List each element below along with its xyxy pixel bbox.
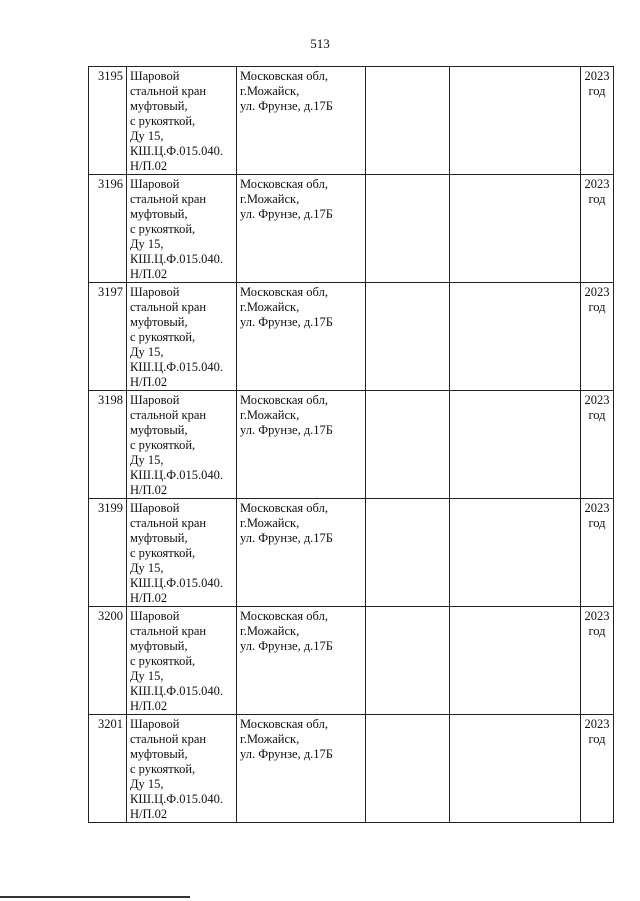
address-line: Московская обл, (240, 501, 328, 515)
table-row (89, 67, 614, 175)
item-name-cell (127, 283, 237, 391)
item-name-line: Ду 15, (130, 237, 164, 251)
row-number-cell (89, 715, 127, 823)
item-name-line: Шаровой (130, 393, 180, 407)
year-cell (581, 499, 614, 607)
year-line: 2023 (584, 177, 610, 191)
item-name-line: Н/П.02 (130, 267, 168, 281)
empty-cell (366, 499, 450, 607)
year-line: год (588, 624, 606, 638)
row-number-cell (89, 607, 127, 715)
address-line: г.Можайск, (240, 192, 300, 206)
address-line: г.Можайск, (240, 84, 300, 98)
empty-cell (366, 283, 450, 391)
address-line: г.Можайск, (240, 408, 300, 422)
address-line: Московская обл, (240, 285, 328, 299)
address-cell (237, 391, 366, 499)
address-line: ул. Фрунзе, д.17Б (240, 99, 333, 113)
address-cell (237, 607, 366, 715)
address-line: г.Можайск, (240, 624, 300, 638)
address-cell (237, 175, 366, 283)
year-line: год (588, 516, 606, 530)
item-name-line: Н/П.02 (130, 807, 168, 821)
address-cell (237, 67, 366, 175)
item-name-line: Шаровой (130, 285, 180, 299)
item-name-line: Н/П.02 (130, 375, 168, 389)
item-name-line: стальной кран (130, 408, 207, 422)
empty-cell (450, 175, 581, 283)
item-name-line: Ду 15, (130, 561, 164, 575)
item-name-line: с рукояткой, (130, 762, 196, 776)
address-cell (237, 283, 366, 391)
item-name-cell (127, 499, 237, 607)
item-name-line: КШ.Ц.Ф.015.040. (130, 792, 223, 806)
year-cell (581, 67, 614, 175)
item-name-line: муфтовый, (130, 639, 188, 653)
empty-cell (366, 715, 450, 823)
empty-cell (450, 607, 581, 715)
item-name-line: КШ.Ц.Ф.015.040. (130, 684, 223, 698)
address-cell (237, 715, 366, 823)
table-row (89, 175, 614, 283)
row-number: 3195 (98, 69, 123, 83)
item-name-line: муфтовый, (130, 99, 188, 113)
empty-cell (450, 283, 581, 391)
empty-cell (366, 175, 450, 283)
item-name-line: Ду 15, (130, 129, 164, 143)
year-line: год (588, 192, 606, 206)
item-name-line: Шаровой (130, 717, 180, 731)
year-cell (581, 715, 614, 823)
empty-cell (450, 499, 581, 607)
year-line: год (588, 300, 606, 314)
empty-cell (450, 715, 581, 823)
row-number-cell (89, 175, 127, 283)
address-line: ул. Фрунзе, д.17Б (240, 207, 333, 221)
address-line: Московская обл, (240, 69, 328, 83)
table-row (89, 283, 614, 391)
year-line: 2023 (584, 69, 610, 83)
item-name-line: Шаровой (130, 609, 180, 623)
item-name-line: стальной кран (130, 300, 207, 314)
item-name-line: Ду 15, (130, 453, 164, 467)
row-number: 3201 (98, 717, 123, 731)
address-line: Московская обл, (240, 177, 328, 191)
item-name-line: Шаровой (130, 501, 180, 515)
item-name-line: стальной кран (130, 192, 207, 206)
item-name-cell (127, 391, 237, 499)
address-line: г.Можайск, (240, 300, 300, 314)
year-cell (581, 283, 614, 391)
empty-cell (366, 391, 450, 499)
empty-cell (450, 391, 581, 499)
year-cell (581, 607, 614, 715)
item-name-line: Н/П.02 (130, 159, 168, 173)
year-cell (581, 391, 614, 499)
item-name-line: Шаровой (130, 177, 180, 191)
year-line: год (588, 408, 606, 422)
item-name-line: муфтовый, (130, 207, 188, 221)
year-cell (581, 175, 614, 283)
address-line: ул. Фрунзе, д.17Б (240, 747, 333, 761)
item-name-line: с рукояткой, (130, 222, 196, 236)
year-line: 2023 (584, 501, 610, 515)
address-cell (237, 499, 366, 607)
year-line: 2023 (584, 609, 610, 623)
item-name-line: с рукояткой, (130, 546, 196, 560)
table-row (89, 607, 614, 715)
table-row (89, 715, 614, 823)
address-line: ул. Фрунзе, д.17Б (240, 315, 333, 329)
year-line: 2023 (584, 717, 610, 731)
table-row (89, 391, 614, 499)
item-name-line: Н/П.02 (130, 591, 168, 605)
item-name-line: с рукояткой, (130, 654, 196, 668)
row-number: 3196 (98, 177, 123, 191)
year-line: 2023 (584, 285, 610, 299)
row-number: 3198 (98, 393, 123, 407)
registry-table-body (89, 67, 614, 823)
row-number-cell (89, 283, 127, 391)
item-name-line: КШ.Ц.Ф.015.040. (130, 144, 223, 158)
row-number-cell (89, 391, 127, 499)
row-number-cell (89, 499, 127, 607)
empty-cell (366, 607, 450, 715)
address-line: Московская обл, (240, 393, 328, 407)
item-name-cell (127, 175, 237, 283)
row-number-cell (89, 67, 127, 175)
item-name-cell (127, 607, 237, 715)
item-name-line: КШ.Ц.Ф.015.040. (130, 468, 223, 482)
registry-table (88, 66, 614, 823)
item-name-line: Н/П.02 (130, 699, 168, 713)
item-name-line: стальной кран (130, 516, 207, 530)
item-name-line: с рукояткой, (130, 330, 196, 344)
item-name-line: муфтовый, (130, 531, 188, 545)
year-line: год (588, 732, 606, 746)
page-edge-line (0, 896, 190, 898)
item-name-line: Ду 15, (130, 669, 164, 683)
year-line: год (588, 84, 606, 98)
address-line: Московская обл, (240, 609, 328, 623)
item-name-line: муфтовый, (130, 315, 188, 329)
address-line: г.Можайск, (240, 732, 300, 746)
empty-cell (366, 67, 450, 175)
item-name-line: с рукояткой, (130, 438, 196, 452)
item-name-line: с рукояткой, (130, 114, 196, 128)
year-line: 2023 (584, 393, 610, 407)
item-name-line: Ду 15, (130, 345, 164, 359)
row-number: 3200 (98, 609, 123, 623)
address-line: ул. Фрунзе, д.17Б (240, 639, 333, 653)
address-line: Московская обл, (240, 717, 328, 731)
item-name-line: КШ.Ц.Ф.015.040. (130, 576, 223, 590)
item-name-line: КШ.Ц.Ф.015.040. (130, 252, 223, 266)
item-name-line: стальной кран (130, 732, 207, 746)
item-name-cell (127, 67, 237, 175)
page-number: 513 (310, 36, 330, 51)
item-name-line: Ду 15, (130, 777, 164, 791)
address-line: ул. Фрунзе, д.17Б (240, 531, 333, 545)
item-name-line: Н/П.02 (130, 483, 168, 497)
row-number: 3197 (98, 285, 123, 299)
table-row (89, 499, 614, 607)
empty-cell (450, 67, 581, 175)
item-name-line: муфтовый, (130, 747, 188, 761)
item-name-line: КШ.Ц.Ф.015.040. (130, 360, 223, 374)
item-name-line: стальной кран (130, 84, 207, 98)
item-name-cell (127, 715, 237, 823)
address-line: г.Можайск, (240, 516, 300, 530)
item-name-line: стальной кран (130, 624, 207, 638)
item-name-line: Шаровой (130, 69, 180, 83)
item-name-line: муфтовый, (130, 423, 188, 437)
address-line: ул. Фрунзе, д.17Б (240, 423, 333, 437)
row-number: 3199 (98, 501, 123, 515)
